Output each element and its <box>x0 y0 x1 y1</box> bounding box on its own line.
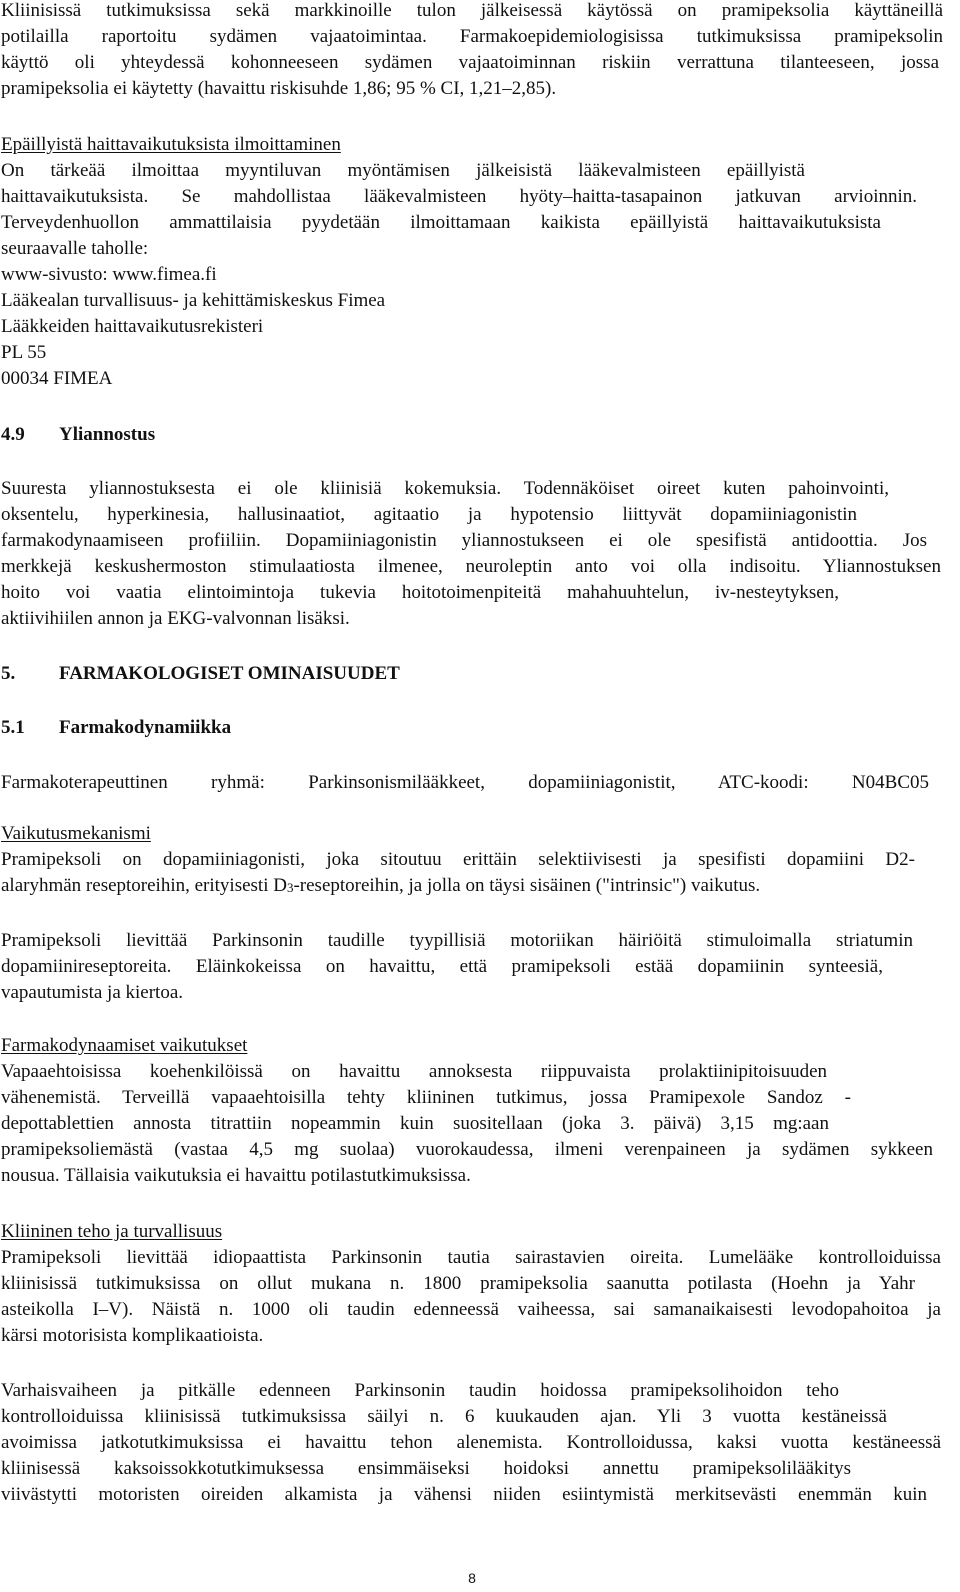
section-heading-mechanism: Vaikutusmekanismi <box>1 823 151 844</box>
text-line: Vapaaehtoisissa koehenkilöissä on havaittu annoksesta riippuvaista prolaktiinipitoisuuden <box>1 1061 827 1082</box>
text-line: Pramipeksoli lievittää idiopaattista Parkinsonin tautia sairastavien oireita. Lumelääke kontrolloiduissa <box>1 1247 941 1268</box>
text-line: Suuresta yliannostuksesta ei ole kliinisiä kokemuksia. Todennäköiset oireet kuten pahoinvointi, <box>1 478 889 499</box>
text-line: farmakodynaamiseen profiiliin. Dopamiiniagonistin yliannostukseen ei ole spesifistä antidoottia. Jos <box>1 530 927 551</box>
text-line: kontrolloiduissa kliinisissä tutkimuksissa säilyi n. 6 kuukauden ajan. Yli 3 vuotta kestäneissä <box>1 1406 887 1427</box>
text-line: asteikolla I–V). Näistä n. 1000 oli taudin edenneessä vaiheessa, sai samanaikaisesti levodopahoitoa ja <box>1 1299 941 1320</box>
text-line: oksentelu, hyperkinesia, hallusinaatiot, agitaatio ja hypotensio liittyvät dopamiiniagonistin <box>1 504 857 525</box>
section-heading-pd-effects: Farmakodynaamiset vaikutukset <box>1 1035 248 1056</box>
text-line: haittavaikutuksista. Se mahdollistaa lääkevalmisteen hyöty–haitta-tasapainon jatkuvan arvioinnin. <box>1 186 917 207</box>
text-line: Terveydenhuollon ammattilaisia pyydetään ilmoittamaan kaikista epäillyistä haittavaikutuksista <box>1 212 881 233</box>
text-line: seuraavalle taholle: <box>1 238 149 259</box>
text-line: hoito voi vaatia elintoimintoja tukevia hoitotoimenpiteitä mahahuuhtelun, iv-nesteytyksen, <box>1 582 839 603</box>
text-line: Pramipeksoli on dopamiiniagonisti, joka sitoutuu erittäin selektiivisesti ja spesifisti dopamiini D2- <box>1 849 915 870</box>
pharmacotherapeutic-group: Farmakoterapeuttinen ryhmä: Parkinsonismilääkkeet, dopamiiniagonistit, ATC-koodi: N04BC05 <box>1 772 929 793</box>
section-heading-adverse-reporting: Epäillyistä haittavaikutuksista ilmoittaminen <box>1 134 341 155</box>
text-line: kliinisessä kaksoissokkotutkimuksessa ensimmäiseksi hoidoksi annettu pramipeksolilääkitys <box>1 1458 851 1479</box>
text-line: Varhaisvaiheen ja pitkälle edenneen Parkinsonin taudin hoidossa pramipeksolihoidon teho <box>1 1380 839 1401</box>
section-heading-4-9: 4.9 Yliannostus <box>1 424 156 445</box>
text-line: 00034 FIMEA <box>1 368 113 389</box>
page-number: 8 <box>468 1570 476 1586</box>
section-heading-5-1: 5.1 Farmakodynamiikka <box>1 717 232 738</box>
fimea-website: www-sivusto: www.fimea.fi <box>1 264 217 285</box>
text-line: viivästytti motoristen oireiden alkamista ja vähensi niiden esiintymistä merkitsevästi enemmän kuin <box>1 1484 927 1505</box>
text-line: Lääkkeiden haittavaikutusrekisteri <box>1 316 264 337</box>
text-line: alaryhmän reseptoreihin, erityisesti $D_3$-reseptoreihin, ja jolla on täysi sisäinen ("intrinsic") vaikutus. <box>1 875 761 896</box>
text-line: dopamiinireseptoreita. Eläinkokeissa on havaittu, että pramipeksoli estää dopamiinin synteesiä, <box>1 956 883 977</box>
text-line: PL 55 <box>1 342 47 363</box>
text-line: Lääkealan turvallisuus- ja kehittämiskeskus Fimea <box>1 290 386 311</box>
text-line: depottablettien annosta titrattiin nopeammin kuin suositellaan (joka 3. päivä) 3,15 mg:aan <box>1 1113 829 1134</box>
text-line: vähenemistä. Terveillä vapaaehtoisilla tehty kliininen tutkimus, jossa Pramipexole Sandoz - <box>1 1087 851 1108</box>
text-line: kärsi motorisista komplikaatioista. <box>1 1325 264 1346</box>
text-line: pramipeksoliemästä (vastaa 4,5 mg suolaa) vuorokaudessa, ilmeni verenpaineen ja sydämen sykkeen <box>1 1139 933 1160</box>
section-heading-5: 5. FARMAKOLOGISET OMINAISUUDET <box>1 663 400 684</box>
text-line: Kliinisissä tutkimuksissa sekä markkinoille tulon jälkeisessä käytössä on pramipeksolia käyttäneillä <box>1 0 943 21</box>
text-line: pramipeksolia ei käytetty (havaittu riskisuhde 1,86; 95 % CI, 1,21–2,85). <box>1 78 557 99</box>
text-line: Pramipeksoli lievittää Parkinsonin taudille tyypillisiä motoriikan häiriöitä stimuloimalla striatumin <box>1 930 913 951</box>
text-line: On tärkeää ilmoittaa myyntiluvan myöntämisen jälkeisistä lääkevalmisteen epäillyistä <box>1 160 805 181</box>
text-line: käyttö oli yhteydessä kohonneeseen sydämen vajaatoiminnan riskiin verrattuna tilanteeseen, jossa <box>1 52 939 73</box>
text-line: potilailla raportoitu sydämen vajaatoimintaa. Farmakoepidemiologisissa tutkimuksissa pramipeksolin <box>1 26 943 47</box>
text-line: vapautumista ja kiertoa. <box>1 982 184 1003</box>
text-line: merkkejä keskushermoston stimulaatiosta ilmenee, neuroleptin anto voi olla indisoitu. Yliannostuksen <box>1 556 941 577</box>
text-line: kliinisissä tutkimuksissa on ollut mukana n. 1800 pramipeksolia saanutta potilasta (Hoehn ja Yahr <box>1 1273 915 1294</box>
text-line: nousua. Tällaisia vaikutuksia ei havaittu potilastutkimuksissa. <box>1 1165 471 1186</box>
text-line: avoimissa jatkotutkimuksissa ei havaittu tehon alenemista. Kontrolloidussa, kaksi vuotta kestäneessä <box>1 1432 941 1453</box>
text-line: aktiivihiilen annon ja EKG-valvonnan lisäksi. <box>1 608 350 629</box>
section-heading-clinical-efficacy: Kliininen teho ja turvallisuus <box>1 1221 223 1242</box>
